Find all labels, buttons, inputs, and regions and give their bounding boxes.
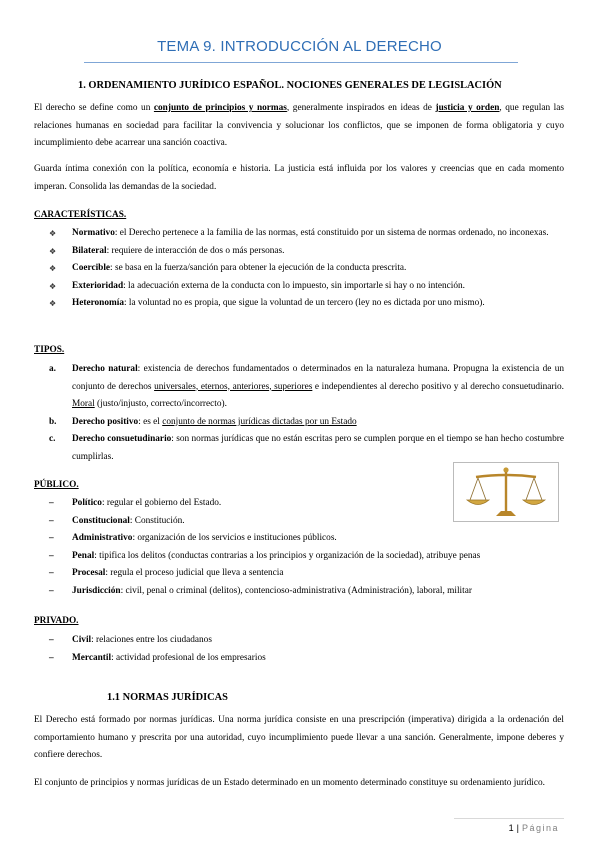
section-heading-1-1: 1.1 NORMAS JURÍDICAS: [107, 692, 228, 703]
page-number: 1: [508, 823, 514, 833]
publico-heading: PÚBLICO.: [34, 480, 79, 490]
privado-list: [34, 632, 564, 667]
privado-heading: PRIVADO.: [34, 616, 79, 626]
page-footer: 1 | Página: [508, 823, 559, 833]
list-item: – Civil: relaciones entre los ciudadanos: [49, 635, 212, 645]
list-item: – Administrativo: organización de los servicios e instituciones públicos.: [49, 533, 337, 543]
list-item: – Jurisdicción: civil, penal o criminal (delitos), contencioso-administrativa (Administración), laboral, militar: [49, 585, 472, 596]
publico-list: [34, 495, 564, 600]
list-item: b. Derecho positivo: es el conjunto de normas jurídicas dictadas por un Estado: [49, 416, 357, 427]
tipos-heading: TIPOS.: [34, 345, 65, 355]
list-item: ❖ Exterioridad: la adecuación externa de la conducta con lo impuesto, sin importarle si hay o no intención.: [34, 278, 564, 296]
paragraph-definition: El derecho se define como un conjunto de principios y normas, generalmente inspirados en ideas de justicia y orden, que regulan las relaciones humanas en sociedad para facilitar la convivencia y solucionar los conflictos, que se imponen de forma obligatoria y cuyo incumplimiento debe acarrear una sanción coactiva.: [34, 103, 565, 148]
list-item: ❖ Coercible: se basa en la fuerza/sanción para obtener la ejecución de la conducta prescrita.: [34, 260, 564, 278]
page-label: Página: [521, 823, 559, 833]
diamond-bullet-icon: ❖: [49, 281, 57, 291]
caracteristicas-list: [34, 225, 564, 313]
diamond-bullet-icon: ❖: [49, 299, 57, 308]
diamond-bullet-icon: ❖: [49, 246, 57, 256]
page-title: TEMA 9. INTRODUCCIÓN AL DERECHO: [157, 38, 442, 55]
caracteristicas-heading: CARACTERÍSTICAS.: [34, 210, 127, 220]
list-item: – Procesal: regula el proceso judicial que lleva a sentencia: [49, 568, 284, 578]
list-item: – Constitucional: Constitución.: [49, 515, 185, 526]
paragraph-normas: El Derecho está formado por normas jurídicas. Una norma jurídica consiste en una prescripción (imperativa) dirigida a la ordenación del comportamiento humano y prescrita por una autoridad, cuyo incumplimiento puede llevar a una sanción. Generalmente, impone deberes y confiere derechos.: [34, 715, 564, 760]
list-item: ❖ Heteronomía: la voluntad no es propia, que sigue la voluntad de un tercero (ley no es dictada por uno mismo).: [34, 295, 564, 313]
list-item: c. Derecho consuetudinario: son normas jurídicas que no están escritas pero se cumplen porque en el tiempo se han hecho costumbre cumplirlas.: [49, 434, 564, 462]
list-item: ❖ Normativo: el Derecho pertenece a la familia de las normas, está constituido por un sistema de normas ordenado, no inconexas.: [34, 225, 564, 243]
paragraph-ordenamiento: El conjunto de principios y normas jurídicas de un Estado determinado en un momento determinado constituye su ordenamiento jurídico.: [34, 778, 545, 788]
list-item: – Mercantil: actividad profesional de los empresarios: [49, 652, 266, 663]
diamond-bullet-icon: ❖: [49, 229, 57, 238]
list-item: – Penal: tipifica los delitos (conductas contrarias a los principios y organización de la sociedad), atribuye penas: [49, 550, 481, 561]
tipos-list: [34, 361, 564, 466]
title-underline: [84, 62, 518, 63]
diamond-bullet-icon: ❖: [49, 264, 57, 273]
list-item: – Político: regular el gobierno del Estado.: [49, 498, 222, 508]
paragraph-connection: Guarda íntima conexión con la política, economía e historia. La justicia está influida por los valores y creencias que en cada momento imperan. Consolida las demandas de la sociedad.: [34, 164, 564, 192]
footer-divider: [454, 818, 564, 819]
list-item: ❖ Bilateral: requiere de interacción de dos o más personas.: [34, 243, 564, 261]
list-item: a. Derecho natural: existencia de derechos fundamentados o determinados en la naturaleza humana. Propugna la existencia de un conjunto de derechos universales, eternos, anteriores, superiores e independientes al derecho positivo y al derecho consuetudinario. Moral (justo/injusto, correcto/incorrecto).: [49, 364, 565, 409]
section-heading-1: 1. ORDENAMIENTO JURÍDICO ESPAÑOL. NOCIONES GENERALES DE LEGISLACIÓN: [78, 80, 502, 91]
